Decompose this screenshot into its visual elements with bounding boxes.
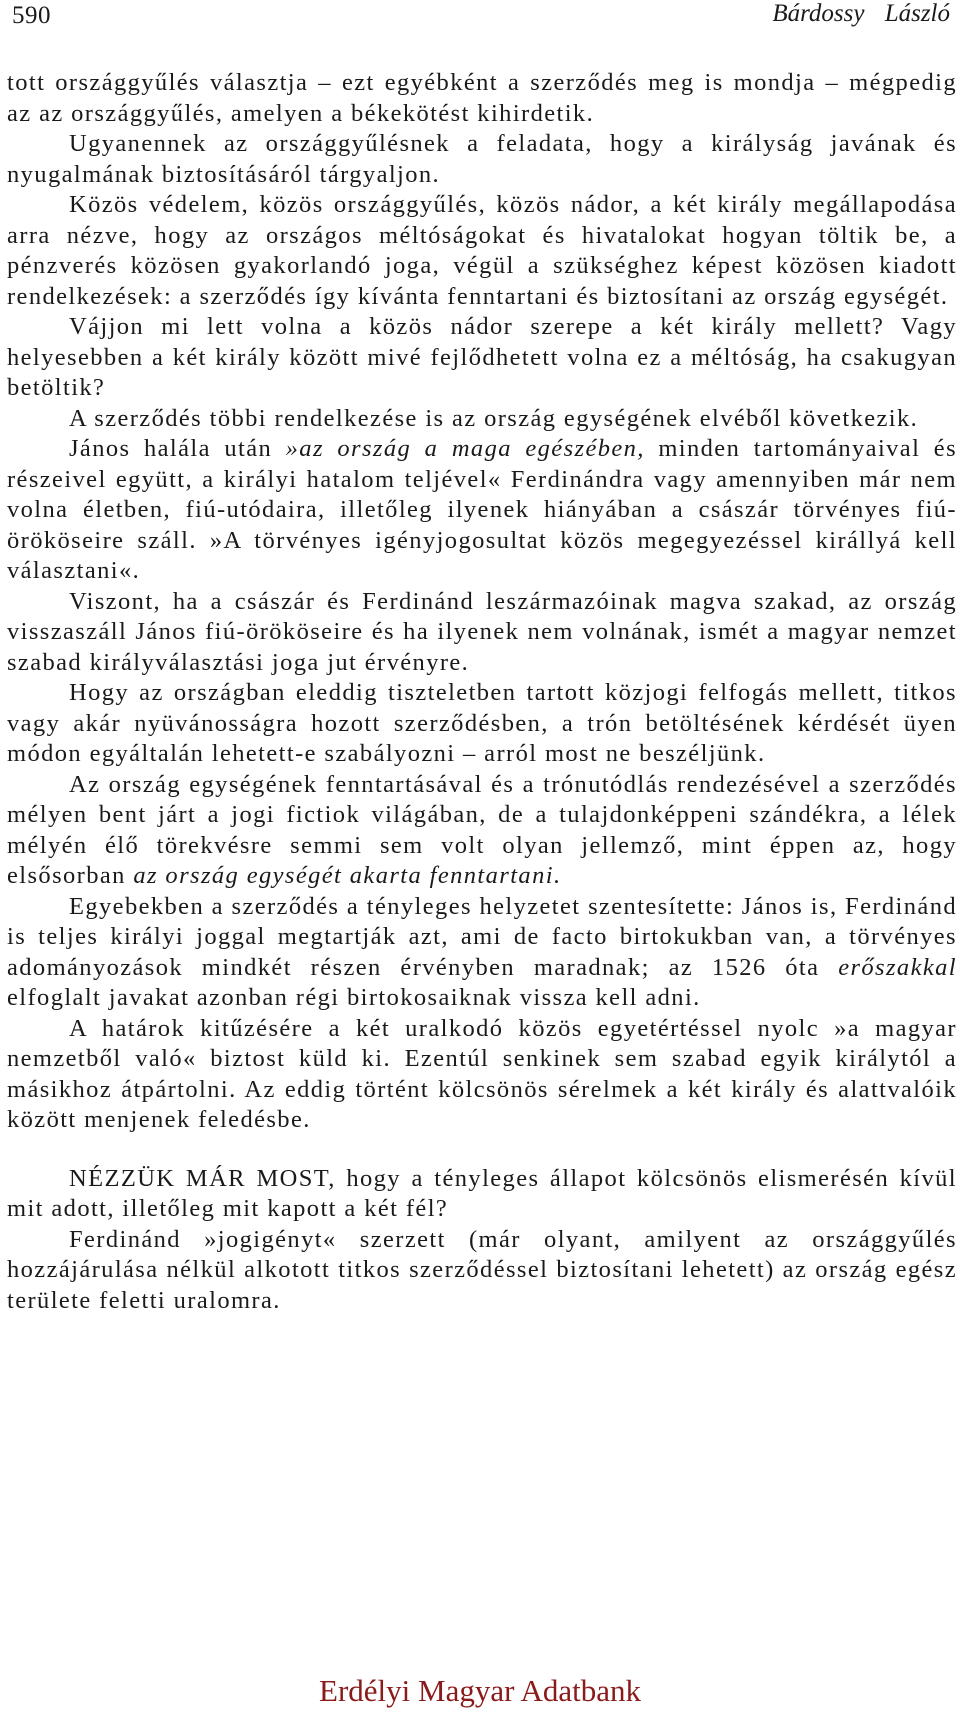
paragraph: Ugyanennek az országgyűlésnek a feladata, hogy a királyság javának és nyugalmának biztosításáról tárgyaljon. [7, 130, 957, 188]
paragraph: Viszont, ha a császár és Ferdinánd leszármazóinak magva szakad, az ország visszaszáll János fiú-örököseire és ha ilyenek nem volnának, ismét a magyar nemzet szabad királyválasztási joga jut érvényre. [7, 587, 957, 676]
paragraph [7, 434, 957, 587]
text-run: Az ország egységének fenntartásával és a trónutódlás rendezésével a szerződés mélyen bent járt a jogi fictiok világában, de a tulajdonképpeni szándékra, a lélek mélyén élő törekvésre semmi sem volt olyan jellemző, mint éppen az, hogy elsősorban [7, 770, 957, 889]
page-number: 590 [12, 2, 51, 29]
text-run: János halála után [69, 435, 286, 462]
paragraph: Vájjon mi lett volna a közös nádor szerepe a két király mellett? Vagy helyesebben a két király között mivé fejlődhetett volna ez a méltóság, ha csakugyan betöltik? [7, 313, 957, 401]
italic-emphasis: az ország egységét akarta fenntartani. [133, 862, 562, 889]
italic-emphasis: erőszakkal [838, 953, 957, 981]
section-start-paragraph: NÉZZÜK MÁR MOST, hogy a tényleges állapot kölcsönös elismerésén kívül mit adott, illetőleg mit kapott a két fél? [7, 1164, 957, 1222]
italic-quote: »az ország a maga egészében, [285, 435, 645, 462]
body-text [7, 68, 957, 1316]
paragraph: Ferdinánd »jogigényt« szerzett (már olyant, amilyent az országgyűlés hozzájárulása nélkül alkotott titkos szerződéssel biztosítani lehetett) az ország egész területe feletti uralomra. [7, 1225, 957, 1314]
paragraph: tott országgyűlés választja – ezt egyébként a szerződés meg is mondja – mégpedig az az országgyűlés, amelyen a békekötést kihirdetik. [7, 69, 957, 127]
text-run: Egyebekben a szerződés a tényleges helyzetet szentesítette: János is, Ferdinánd is teljes királyi joggal megtartják azt, ami de facto birtokukban van, a törvényes adományozások mindkét részen érvényben maradnak; az 1526 óta [7, 892, 957, 981]
running-head-author: Bárdossy László [772, 0, 950, 27]
footer-watermark: Erdélyi Magyar Adatbank [319, 1673, 641, 1708]
paragraph: Hogy az országban eleddig tiszteletben tartott közjogi felfogás mellett, titkos vagy akár nyüvánosságra hozott szerződésben, a trón betöltésének kérdését üyen módon egyáltalán lehetett-e szabályozni – arról most ne beszéljünk. [7, 679, 957, 767]
paragraph: Közös védelem, közös országgyűlés, közös nádor, a két király megállapodása arra nézve, hogy az országos méltóságokat és hivatalokat hogyan töltik be, a pénzverés közösen gyakorlandó joga, végül a szükséghez képest közösen kiadott rendelkezések: a szerződés így kívánta fenntartani és biztosítani az ország egységét. [7, 191, 957, 310]
text-run: minden tartományaival és részeivel együtt, a királyi hatalom teljével« Ferdinándra vagy amennyiben már nem volna életben, fiú-utódaira, illetőleg ilyenek hiányában a császár törvényes fiú-örököseire száll. »A törvényes igényjogosultat közös megegyezéssel királlyá kell választani«. [7, 435, 957, 584]
text-run: elfoglalt javakat azonban régi birtokosaiknak vissza kell adni. [7, 984, 701, 1011]
paragraph [7, 770, 957, 892]
paragraph: A szerződés többi rendelkezése is az ország egységének elvéből következik. [69, 404, 919, 432]
paragraph [7, 892, 957, 1014]
paragraph: A határok kitűzésére a két uralkodó közös egyetértéssel nyolc »a magyar nemzetből való« biztost küld ki. Ezentúl senkinek sem szabad egyik királytól a másikhoz átpártolni. Az eddig történt kölcsönös sérelmek a két király és alattvalóik között menjenek feledésbe. [7, 1014, 957, 1133]
